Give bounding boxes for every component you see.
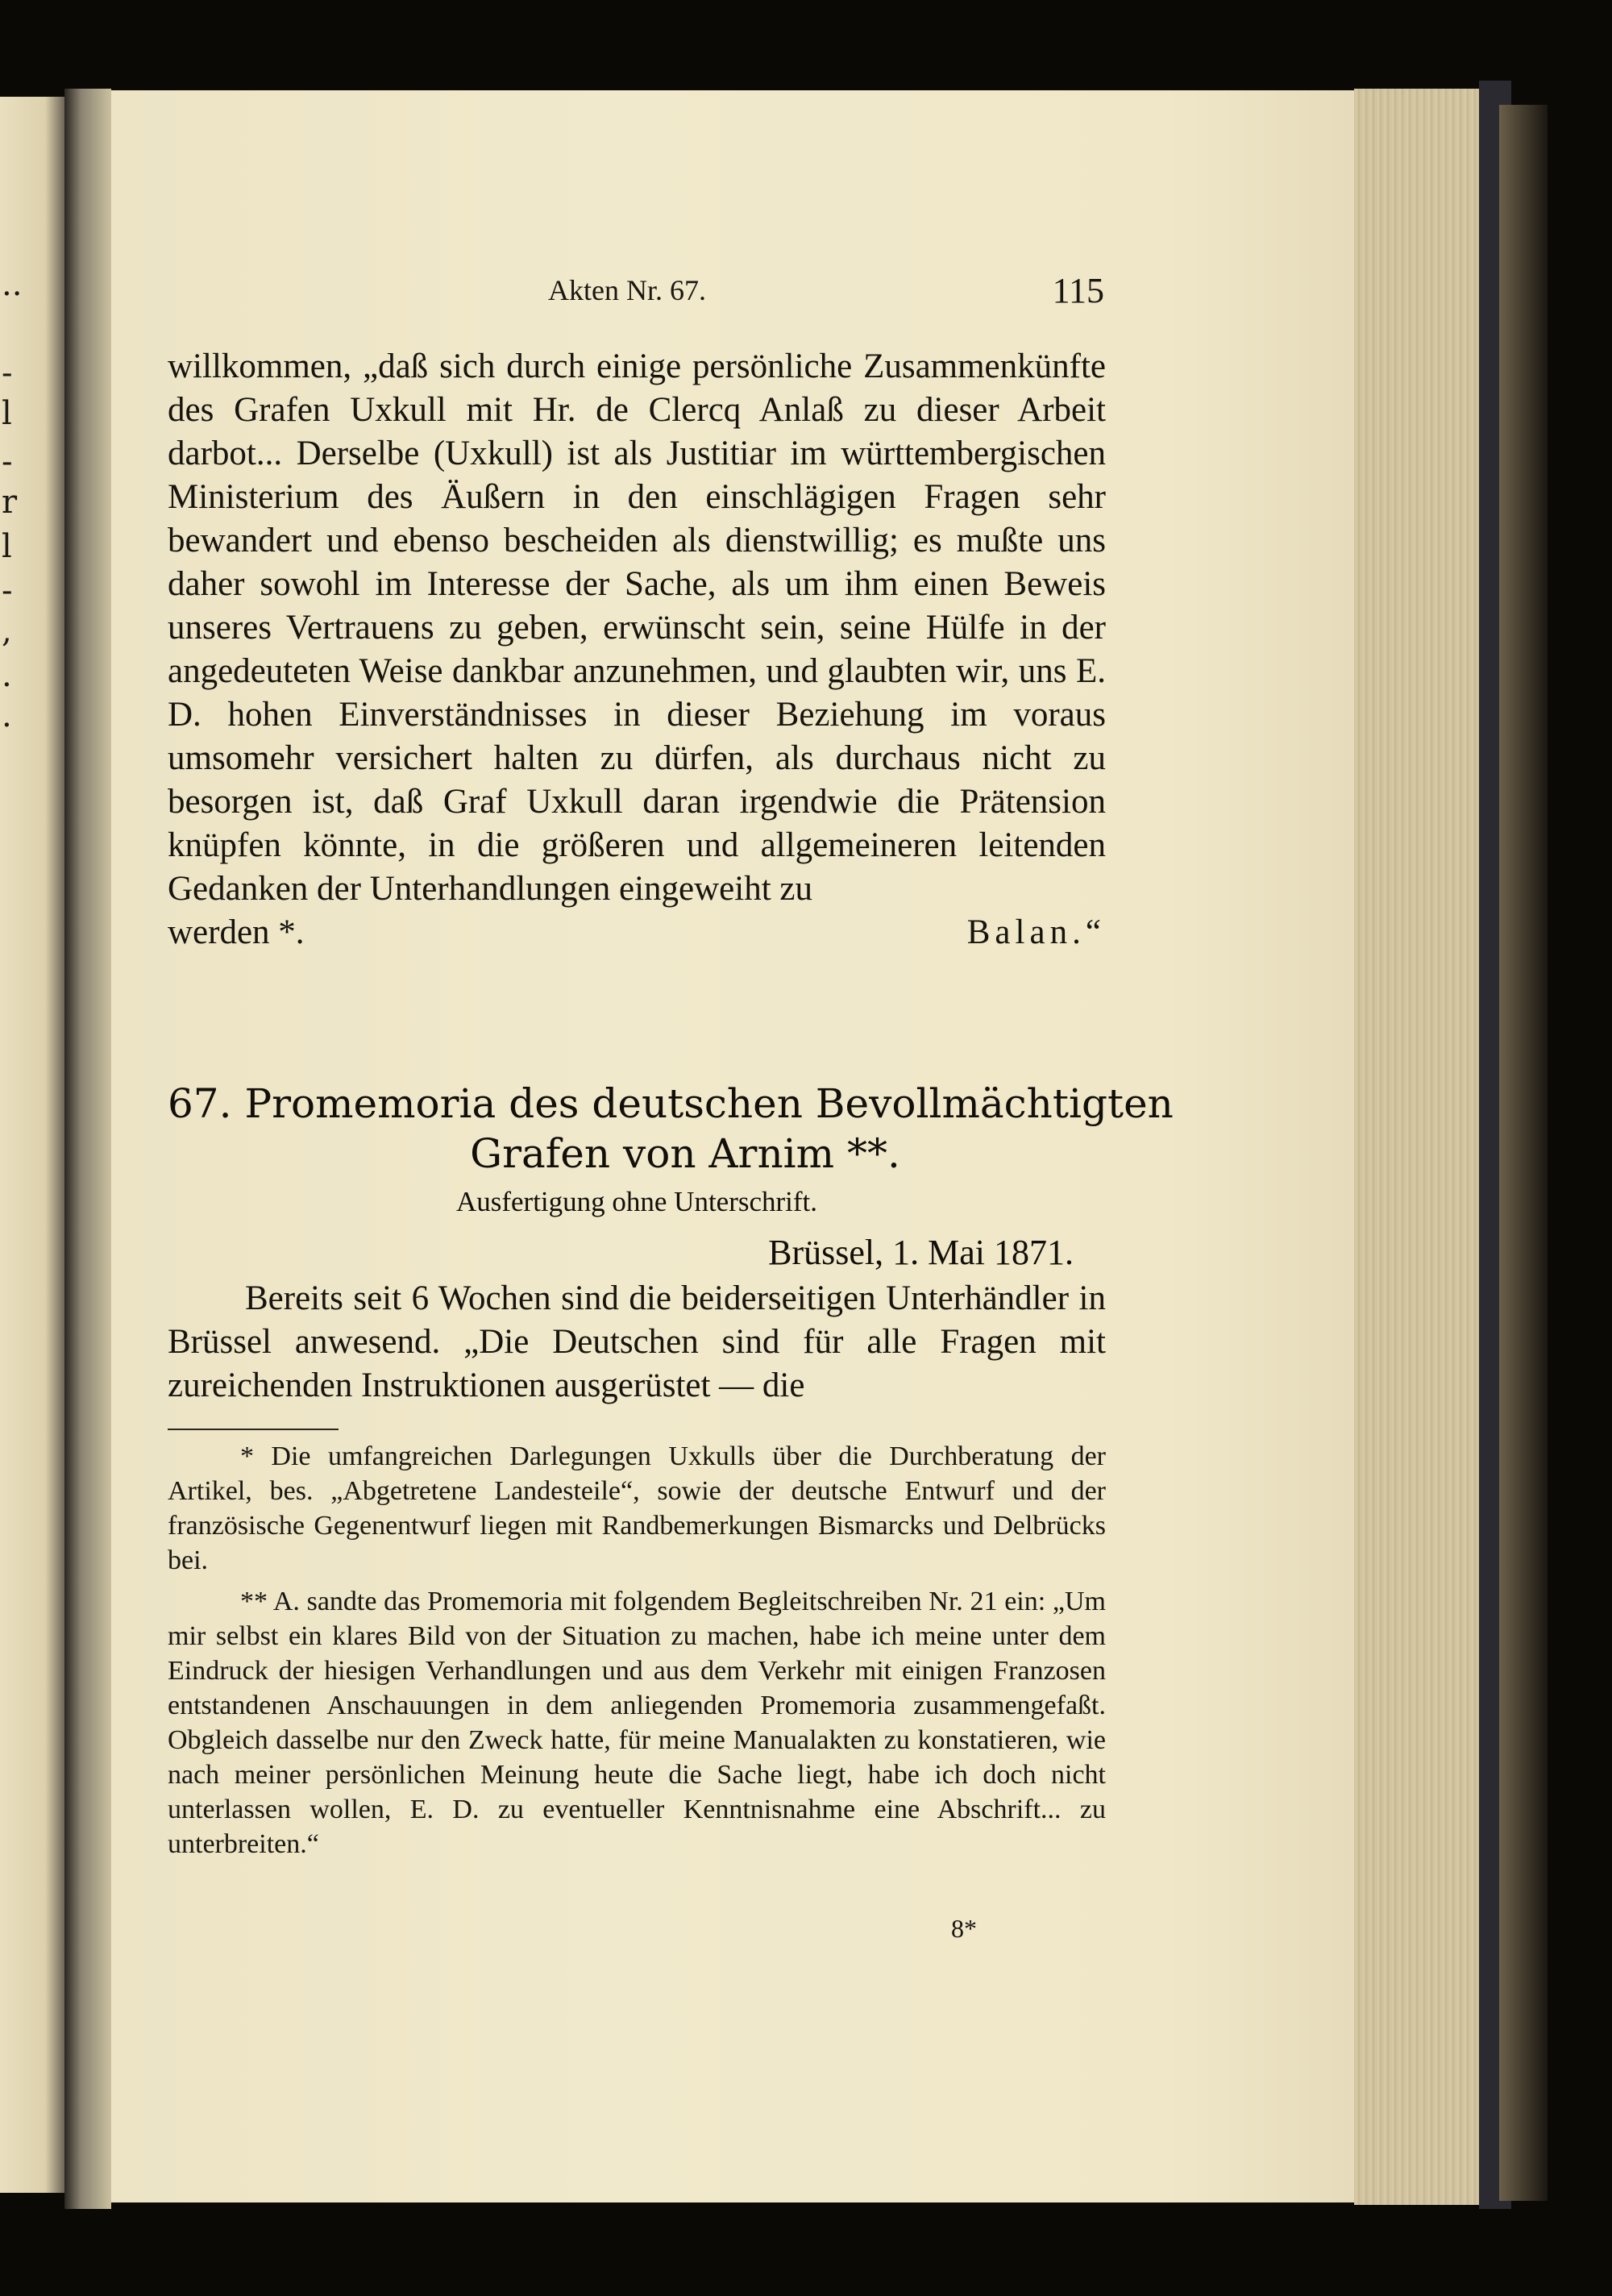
signature-mark: 8* [951, 1914, 977, 1943]
footnote: ** A. sandte das Promemoria mit folgendem Begleitschreiben Nr. 21 ein: „Um mir selbst ein klares Bild von der Situation zu machen, habe ich meine unter dem Eindruck der hiesigen Verhandlungen und aus dem Verkehr mit einigen Franzosen entstandenen Anschauungen in dem anliegenden Promemoria zusammengefaßt. Obgleich dasselbe nur den Zweck hatte, für meine Manualakten zu konstatieren, wie nach meiner persönlichen Meinung heute die Sache liegt, habe ich doch nicht unterlassen wollen, E. D. zu eventueller Kenntnisnahme eine Abschrift... zu unterbreiten.“ [168, 1587, 1106, 1859]
edge-shadow [1499, 105, 1548, 2201]
document-subtitle: Ausfertigung ohne Unterschrift. [455, 1186, 818, 1217]
left-glyph: l [2, 528, 12, 565]
left-glyph: - [2, 572, 13, 609]
page-number: 115 [1052, 271, 1104, 310]
left-glyph: .. [2, 266, 23, 303]
running-head: Akten Nr. 67. [548, 274, 706, 306]
document-text: Bereits seit 6 Wochen sind die beiderseitigen Unterhändler in Brüssel anwesend. „Die Deutschen sind für alle Fragen mit zureichenden Instruktionen ausgerüstet — die [168, 1279, 1106, 1404]
document-title-line2: Grafen von Arnim **. [470, 1130, 900, 1177]
body-paragraph: willkommen, „daß sich durch einige persönliche Zusammenkünfte des Grafen Uxkull mit Hr. de Clercq Anlaß zu dieser Arbeit darbot... Derselbe (Uxkull) ist als Justitiar im württembergischen Ministerium des Äußern in den einschlägigen Fragen sehr bewandert und ebenso bescheiden als dienstwillig; es mußte uns daher sowohl im Interesse der Sache, als um ihm einen Beweis unseres Vertrauens zu geben, erwünscht sein, seine Hülfe in der angedeuteten Weise dankbar anzunehmen, und glaubten wir, uns E. D. hohen Einverständnisses in dieser Beziehung im voraus umsomehr versichert halten zu dürfen, als durchaus nicht zu besorgen ist, daß Graf Uxkull daran irgendwie die Prätension knüpfen könnte, in die größeren und allgemeineren leitenden Gedanken der Unterhandlungen eingeweiht zu [168, 347, 1106, 908]
title-line1: Promemoria des deutschen Bevollmächtigten [244, 1080, 1174, 1127]
continued-letter [168, 345, 1106, 955]
closing-line [168, 911, 1106, 955]
left-glyph: - [2, 355, 13, 392]
footnote: * Die umfangreichen Darlegungen Uxkulls über die Durchberatung der Artikel, bes. „Abgetretene Landesteile“, sowie der deutsche Entwurf und der französische Gegenentwurf liegen mit Randbemerkungen Bismarcks und Delbrücks bei. [168, 1441, 1106, 1575]
signer: Balan.“ [966, 913, 1106, 951]
book-gutter [64, 89, 111, 2209]
document-number: 67. [168, 1080, 232, 1127]
closing-left: werden *. [168, 913, 305, 951]
left-glyph: l [2, 395, 12, 432]
left-glyph: r [2, 484, 18, 521]
document-heading [168, 1079, 1174, 1277]
place-date: Brüssel, 1. Mai 1871. [768, 1233, 1074, 1272]
left-glyph: . [2, 657, 12, 694]
footnote-rule [168, 1429, 339, 1430]
left-glyph: - [2, 443, 13, 480]
page-header [169, 270, 1104, 318]
document-title-line1 [168, 1079, 1174, 1129]
left-glyph: . [2, 697, 12, 734]
footnotes [168, 1439, 1106, 1868]
left-glyph: , [2, 613, 12, 650]
